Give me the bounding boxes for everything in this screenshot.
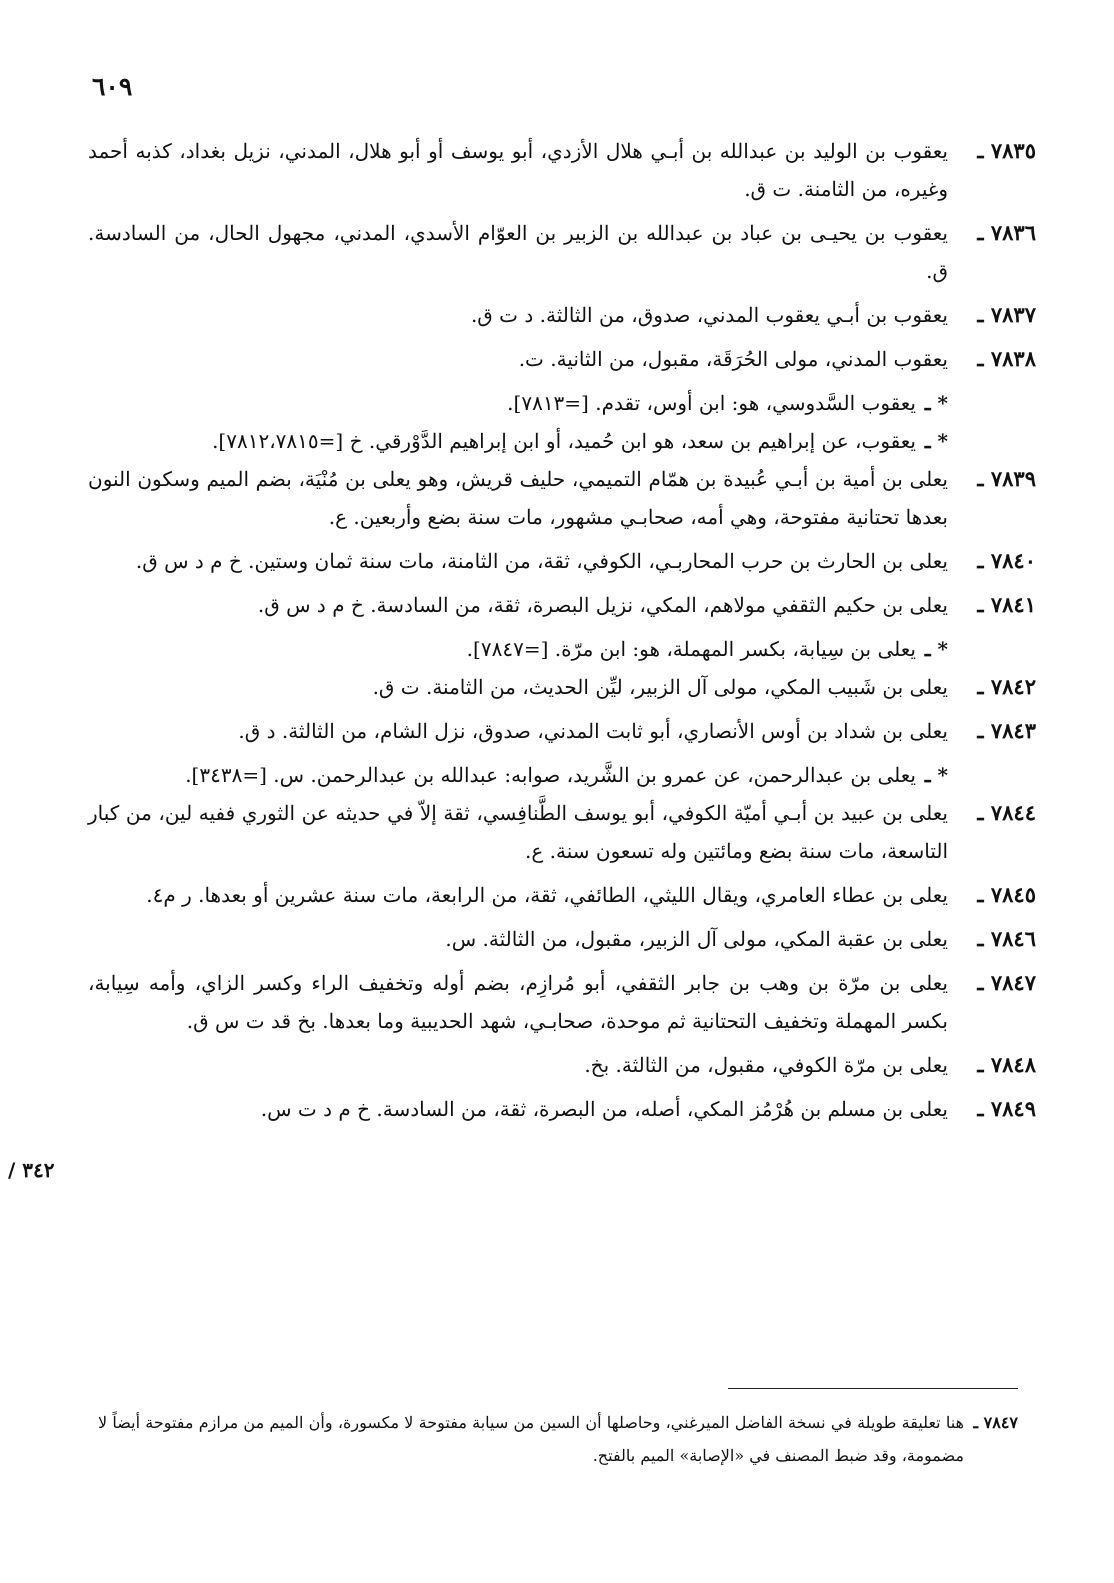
entry-number: ٧٨٤٩ ـ <box>977 1096 1036 1121</box>
entry <box>88 542 1036 580</box>
entry-text: يعلى بن شَبيب المكي، مولى آل الزبير، ليِّن الحديث، من الثامنة. ت ق. <box>372 675 948 699</box>
cross-reference-entry <box>88 384 1036 422</box>
entry-number: ٧٨٣٨ ـ <box>977 346 1036 371</box>
entry-text: يعلى بن عبدالرحمن، عن عمرو بن الشَّريد، صوابه: عبدالله بن عبدالرحمن. س. [=٣٤٣٨]. <box>185 763 916 787</box>
entry-number: ٧٨٤٣ ـ <box>977 718 1036 743</box>
entry <box>88 794 1036 870</box>
entry <box>88 712 1036 750</box>
entry-number: ٧٨٤٢ ـ <box>977 674 1036 699</box>
entry-number: ٧٨٤١ ـ <box>977 592 1036 617</box>
entry-number: ٧٨٣٦ ـ <box>977 220 1036 245</box>
page-number: ٦٠٩ <box>92 72 133 101</box>
entry-text: يعقوب المدني، مولى الحُرَقَة، مقبول، من الثانية. ت. <box>518 347 948 371</box>
entry-text: يعلى بن شداد بن أوس الأنصاري، أبو ثابت المدني، صدوق، نزل الشام، من الثالثة. د ق. <box>238 719 948 743</box>
margin-reference: ٣٤٢ / <box>8 1158 55 1182</box>
entry-number: ٧٨٤٠ ـ <box>977 548 1036 573</box>
entry <box>88 214 1036 290</box>
entry <box>88 876 1036 914</box>
entry-text: يعلى بن الحارث بن حرب المحاربـي، الكوفي، ثقة، من الثامنة، مات سنة ثمان وستين. خ م د س ق. <box>135 549 948 573</box>
cross-reference-entry <box>88 422 1036 460</box>
entry-number: ٧٨٣٧ ـ <box>977 302 1036 327</box>
entry <box>88 460 1036 536</box>
entry <box>88 340 1036 378</box>
footnote <box>98 1406 1018 1472</box>
cross-reference-marker: * ـ <box>924 429 948 453</box>
footnote-number: ٧٨٤٧ ـ <box>973 1413 1018 1432</box>
entry-number: ٧٨٣٩ ـ <box>977 466 1036 491</box>
entry-text: يعلى بن مرّة الكوفي، مقبول، من الثالثة. بخ. <box>584 1053 948 1077</box>
entry-text: يعلى بن سِيابة، بكسر المهملة، هو: ابن مرّة. [=٧٨٤٧]. <box>466 637 916 661</box>
cross-reference-marker: * ـ <box>924 637 948 661</box>
entry <box>88 920 1036 958</box>
entry-text: يعقوب، عن إبراهيم بن سعد، هو ابن حُميد، أو ابن إبراهيم الدَّوْرقي. خ [=٧٨١٢،٧٨١٥]. <box>212 429 916 453</box>
entry <box>88 1046 1036 1084</box>
footnote-text: هنا تعليقة طويلة في نسخة الفاضل الميرغني، وحاصلها أن السين من سيابة مفتوحة لا مكسورة، وأن الميم من مرازم مفتوحة أيضاً لا مضمومة، وقد ضبط المصنف في «الإصابة» الميم بالفتح. <box>98 1413 964 1465</box>
entry-text: يعلى بن عطاء العامري، ويقال الليثي، الطائفي، ثقة، من الرابعة، مات سنة عشرين أو بعدها. ر م٤. <box>146 883 948 907</box>
cross-reference-marker: * ـ <box>924 391 948 415</box>
entry <box>88 586 1036 624</box>
entry <box>88 668 1036 706</box>
entry-number: ٧٨٤٧ ـ <box>977 970 1036 995</box>
entry-text: يعقوب بن يحيـى بن عباد بن عبدالله بن الزبير بن العوّام الأسدي، المدني، مجهول الحال، من السادسة. ق. <box>88 221 948 283</box>
entry-text: يعلى بن عقبة المكي، مولى آل الزبير، مقبول، من الثالثة. س. <box>445 927 948 951</box>
entries-list <box>88 132 1036 1134</box>
entry-number: ٧٨٤٥ ـ <box>977 882 1036 907</box>
entry-text: يعقوب بن الوليد بن عبدالله بن أبـي هلال الأزدي، أبو يوسف أو أبو هلال، المدني، نزيل بغداد، كذبه أحمد وغيره، من الثامنة. ت ق. <box>88 139 948 201</box>
cross-reference-entry <box>88 756 1036 794</box>
entry-text: يعقوب بن أبـي يعقوب المدني، صدوق، من الثالثة. د ت ق. <box>470 303 948 327</box>
cross-reference-entry <box>88 630 1036 668</box>
entry-text: يعقوب السَّدوسي، هو: ابن أوس، تقدم. [=٧٨١٣]. <box>507 391 916 415</box>
entry <box>88 132 1036 208</box>
entry-number: ٧٨٤٦ ـ <box>977 926 1036 951</box>
entry <box>88 296 1036 334</box>
entry-number: ٧٨٤٨ ـ <box>977 1052 1036 1077</box>
entry-text: يعلى بن حكيم الثقفي مولاهم، المكي، نزيل البصرة، ثقة، من السادسة. خ م د س ق. <box>257 593 948 617</box>
entry <box>88 1090 1036 1128</box>
cross-reference-marker: * ـ <box>924 763 948 787</box>
entry-number: ٧٨٤٤ ـ <box>977 800 1036 825</box>
entry-number: ٧٨٣٥ ـ <box>977 138 1036 163</box>
entry-text: يعلى بن مرّة بن وهب بن جابر الثقفي، أبو مُرازِم، بضم أوله وتخفيف الراء وكسر الزاي، وأمه سِيابة، بكسر المهملة وتخفيف التحتانية ثم موحدة، صحابـي، شهد الحديبية وما بعدها. بخ قد ت س ق. <box>88 971 948 1033</box>
footnote-divider <box>728 1388 1018 1389</box>
entry-text: يعلى بن عبيد بن أبـي أميّة الكوفي، أبو يوسف الطَّنافِسي، ثقة إلاّ في حديثه عن الثوري ففيه لين، من كبار التاسعة، مات سنة بضع ومائتين وله تسعون سنة. ع. <box>88 801 948 863</box>
entry <box>88 964 1036 1040</box>
entry-text: يعلى بن مسلم بن هُرْمُز المكي، أصله، من البصرة، ثقة، من السادسة. خ م د ت س. <box>260 1097 948 1121</box>
entry-text: يعلى بن أمية بن أبـي عُبيدة بن همّام التميمي، حليف قريش، وهو يعلى بن مُنْيَة، بضم الميم وسكون النون بعدها تحتانية مفتوحة، وهي أمه، صحابـي مشهور، مات سنة بضع وأربعين. ع. <box>88 467 948 529</box>
